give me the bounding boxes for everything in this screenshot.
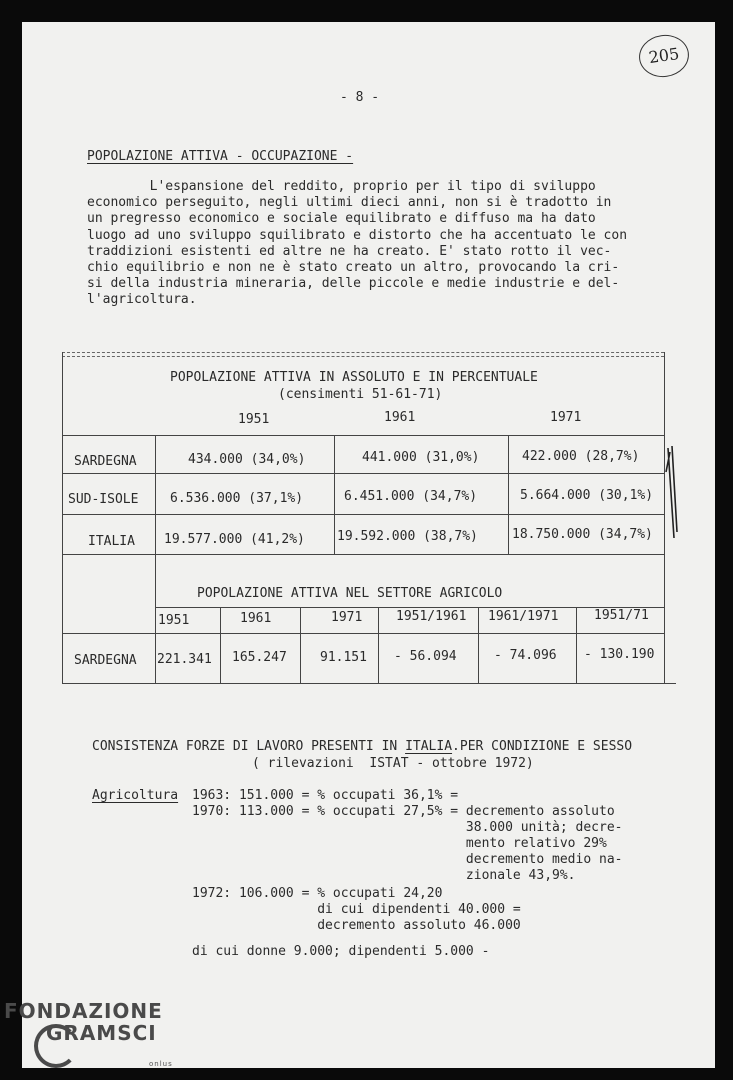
document-page bbox=[22, 22, 715, 1068]
table1-subtitle: (censimenti 51-61-71) bbox=[278, 387, 443, 402]
table1-title: POPOLAZIONE ATTIVA IN ASSOLUTO E IN PERCENTUALE bbox=[170, 370, 538, 385]
section2-subtitle: ( rilevazioni ISTAT - ottobre 1972) bbox=[252, 756, 534, 771]
agri-line-1972-c: decremento assoluto 46.000 bbox=[192, 918, 521, 933]
table2-header-1961-1971: 1961/1971 bbox=[488, 609, 559, 624]
table2-header-1951-1961: 1951/1961 bbox=[396, 609, 467, 624]
section2-footer: di cui donne 9.000; dipendenti 5.000 - bbox=[192, 944, 490, 959]
section2-title: CONSISTENZA FORZE DI LAVORO PRESENTI IN ITALIA.PER CONDIZIONE E SESSO bbox=[92, 739, 633, 754]
cell-sardegna-1971: 422.000 (28,7%) bbox=[522, 449, 640, 464]
agricoltura-label: Agricoltura bbox=[92, 788, 179, 803]
page-number: - 8 - bbox=[340, 90, 380, 105]
table1-year-1951: 1951 bbox=[238, 412, 270, 427]
cell-italia-1961: 19.592.000 (38,7%) bbox=[337, 529, 478, 544]
table2-header-1951-71: 1951/71 bbox=[594, 608, 649, 623]
margin-pen-mark bbox=[662, 442, 682, 542]
agri-line-1963: 1963: 151.000 = % occupati 36,1% = bbox=[192, 788, 459, 803]
agricoltura-block bbox=[192, 788, 622, 934]
logo-ring-icon bbox=[34, 1024, 78, 1068]
table2-cell-1971: 91.151 bbox=[320, 650, 367, 665]
table2-header-1971: 1971 bbox=[331, 610, 363, 625]
cell-italia-1971: 18.750.000 (34,7%) bbox=[512, 527, 653, 542]
table2-header-1961: 1961 bbox=[240, 611, 272, 626]
cell-sud-1951: 6.536.000 (37,1%) bbox=[170, 491, 304, 506]
agri-line-1970-e: zionale 43,9%. bbox=[192, 868, 576, 883]
cell-sardegna-1961: 441.000 (31,0%) bbox=[362, 450, 480, 465]
table2-header-1951: 1951 bbox=[158, 613, 190, 628]
archive-stamp: 205 bbox=[636, 32, 691, 81]
agri-line-1972-b: di cui dipendenti 40.000 = bbox=[192, 902, 521, 917]
table2-cell-1951-71: - 130.190 bbox=[584, 647, 655, 662]
table2-cell-1951: 221.341 bbox=[157, 652, 212, 667]
agri-line-1972: 1972: 106.000 = % occupati 24,20 bbox=[192, 886, 443, 901]
section-heading: POPOLAZIONE ATTIVA - OCCUPAZIONE - bbox=[87, 149, 354, 164]
cell-italia-1951: 19.577.000 (41,2%) bbox=[164, 532, 305, 547]
table2-cell-1961: 165.247 bbox=[232, 650, 287, 665]
row-label-italia: ITALIA bbox=[88, 534, 135, 549]
table2-row-label-sardegna: SARDEGNA bbox=[74, 653, 137, 668]
agri-line-1970: 1970: 113.000 = % occupati 27,5% = decremento assoluto bbox=[192, 804, 615, 819]
table2-cell-1951-1961: - 56.094 bbox=[394, 649, 457, 664]
agri-line-1970-b: 38.000 unità; decre- bbox=[192, 820, 623, 835]
cell-sardegna-1951: 434.000 (34,0%) bbox=[188, 452, 306, 467]
row-label-sardegna: SARDEGNA bbox=[74, 454, 137, 469]
cell-sud-1971: 5.664.000 (30,1%) bbox=[520, 488, 654, 503]
agri-line-1970-d: decremento medio na- bbox=[192, 852, 623, 867]
fondazione-gramsci-watermark: FONDAZIONE GRAMSCI onlus bbox=[4, 999, 173, 1068]
cell-sud-1961: 6.451.000 (34,7%) bbox=[344, 489, 478, 504]
body-paragraph: L'espansione del reddito, proprio per il tipo di sviluppo economico perseguito, negli ultimi dieci anni, non si è tradotto in un pregresso economico e sociale equilibrato e diffuso ma ha dato luogo ad uno sviluppo squilibrato e distorto che ha accentuato le con traddizioni esistenti ed altre ne ha creato. E' stato rotto il vec- chio equilibrio e non ne è stato creato un altro, provocando la cri- si della industria mineraria, delle piccole e medie industrie e del- l'agricoltura. bbox=[87, 179, 628, 308]
table1-year-1961: 1961 bbox=[384, 410, 416, 425]
table2-cell-1961-1971: - 74.096 bbox=[494, 648, 557, 663]
row-label-sud-isole: SUD-ISOLE bbox=[68, 492, 139, 507]
table2-title: POPOLAZIONE ATTIVA NEL SETTORE AGRICOLO bbox=[197, 586, 503, 601]
agri-line-1970-c: mento relativo 29% bbox=[192, 836, 607, 851]
table1-year-1971: 1971 bbox=[550, 410, 582, 425]
